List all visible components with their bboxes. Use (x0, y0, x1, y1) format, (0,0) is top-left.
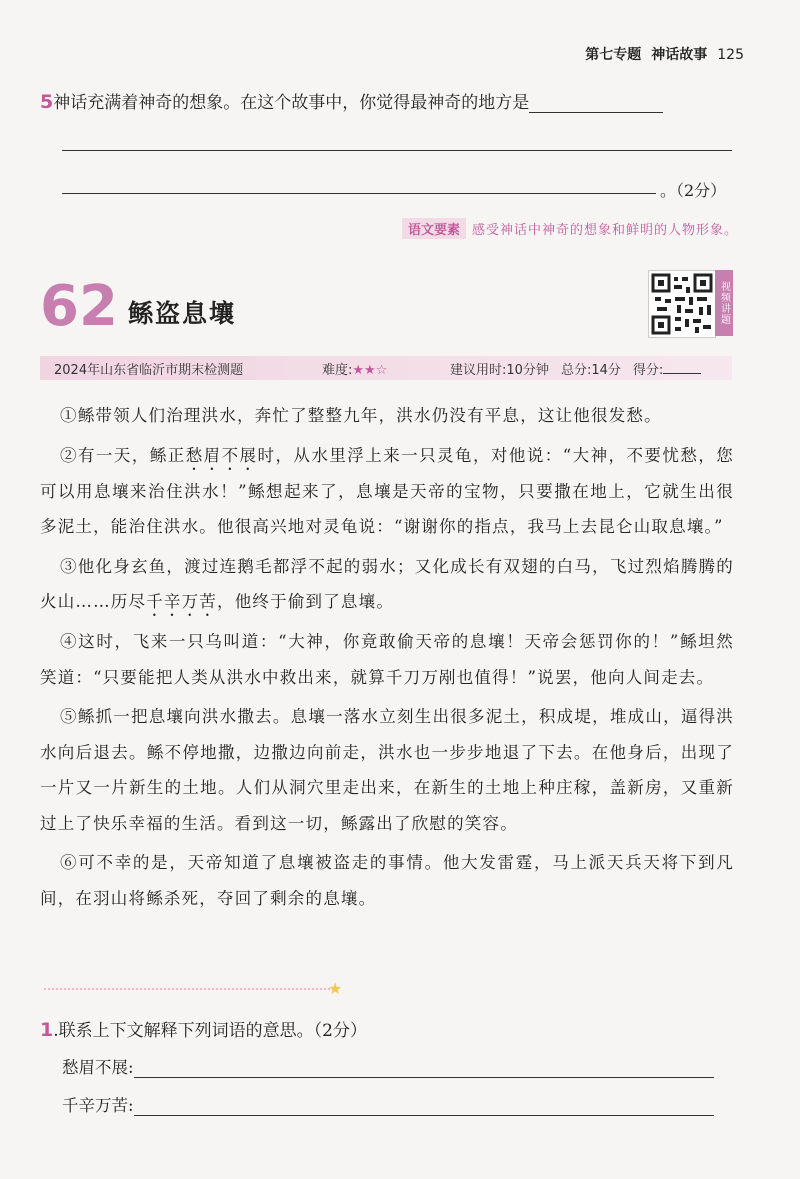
p2-end: 时，从水里浮上来一只灵龟，对他说：“大神，不要忧愁，您可以用息壤来治住洪水！”鲧想起来了，息壤是天帝的宝物，只要撒在地上，它就生出很多泥土，能治住洪水。他很高兴地对灵龟说：“谢谢你的指点，我马上去昆仑山取息壤。” (40, 445, 734, 536)
article-body (40, 398, 734, 920)
paragraph-6: ⑥可不幸的是，天帝知道了息壤被盗走的事情。他大发雷霆，马上派天兵天将下到凡间，在羽山将鲧杀死，夺回了剩余的息壤。 (40, 853, 734, 908)
question-5-text: 神话充满着神奇的想象。在这个故事中，你觉得最神奇的地方是 (53, 93, 530, 113)
question-5-number: 5 (40, 91, 54, 113)
yaosu-text: 感受神话中神奇的想象和鲜明的人物形象。 (471, 223, 738, 238)
score-line[interactable] (663, 361, 701, 374)
word-row-2 (62, 1092, 714, 1116)
star-icon: ★★☆ (352, 362, 388, 378)
dotted-word-qianxin: 千辛万苦 (146, 592, 218, 611)
suggested-time: 建议用时:10分钟 (450, 362, 549, 378)
question-5 (40, 88, 740, 113)
difficulty-label: 难度: (322, 362, 353, 378)
answer-line-2[interactable] (62, 150, 732, 151)
subject-label: 神话故事 (651, 47, 708, 63)
word-row-1 (62, 1054, 714, 1078)
star-decoration-icon: ★ (328, 979, 343, 998)
total-score: 总分:14分 (560, 362, 621, 378)
score-field[interactable] (633, 359, 701, 378)
difficulty (322, 359, 450, 378)
question-1 (40, 1016, 367, 1041)
score-label: 得分: (632, 362, 664, 378)
lesson-title: 鲧盗息壤 (128, 299, 237, 328)
qr-code-icon[interactable] (648, 270, 716, 338)
page-header (585, 44, 744, 64)
word-1-answer-line[interactable] (134, 1059, 714, 1078)
dotted-word-chouming: 愁眉不展 (185, 445, 258, 465)
answer-line-1[interactable] (529, 94, 663, 113)
paragraph-5: ⑤鲧抓一把息壤向洪水撒去。息壤一落水立刻生出很多泥土，积成堤，堆成山，逼得洪水向后退去。鲧不停地撒，边撒边向前走，洪水也一步步地退了下去。在他身后，出现了一片又一片新生的土地。人们从洞穴里走出来，在新生的土地上种庄稼，盖新房，又重新过上了快乐幸福的生活。看到这一切，鲧露出了欣慰的笑容。 (40, 707, 734, 833)
source-text: 2024年山东省临沂市期末检测题 (54, 362, 244, 378)
topic-label: 第七专题 (585, 47, 642, 63)
section-divider (44, 988, 334, 990)
qr-label: 视频讲题 (715, 270, 733, 336)
page-number: 125 (717, 47, 744, 63)
p2-start: ②有一天，鲧正 (60, 445, 186, 465)
word-2-answer-line[interactable] (134, 1097, 714, 1116)
word-1: 愁眉不展: (62, 1058, 134, 1077)
yuwen-yaosu (402, 218, 738, 239)
p3-start: ③他化身玄鱼，渡过连鹅毛都浮不起的弱水；又化成长有双翅的白马，飞过烈焰腾腾的火山……历尽 (40, 556, 734, 611)
question-5-points: 。（2分） (660, 181, 727, 200)
paragraph-4: ④这时，飞来一只乌叫道：“大神，你竟敢偷天帝的息壤！天帝会惩罚你的！”鲧坦然笑道：“只要能把人类从洪水中救出来，就算千刀万剐也值得！”说罢，他向人间走去。 (40, 632, 734, 687)
paragraph-2 (40, 438, 734, 545)
word-2: 千辛万苦: (62, 1096, 134, 1115)
info-bar (40, 356, 732, 380)
question-1-number: 1 (40, 1019, 54, 1041)
yaosu-tag: 语文要素 (402, 218, 466, 239)
answer-line-3[interactable] (62, 193, 656, 194)
p3-end: ，他终于偷到了息壤。 (217, 592, 395, 611)
question-1-text: .联系上下文解释下列词语的意思。（2分） (53, 1021, 367, 1041)
paragraph-1: ①鲧带领人们治理洪水，奔忙了整整九年，洪水仍没有平息，这让他很发愁。 (60, 406, 662, 425)
lesson-number: 62 (40, 274, 118, 339)
paragraph-3 (40, 549, 734, 621)
